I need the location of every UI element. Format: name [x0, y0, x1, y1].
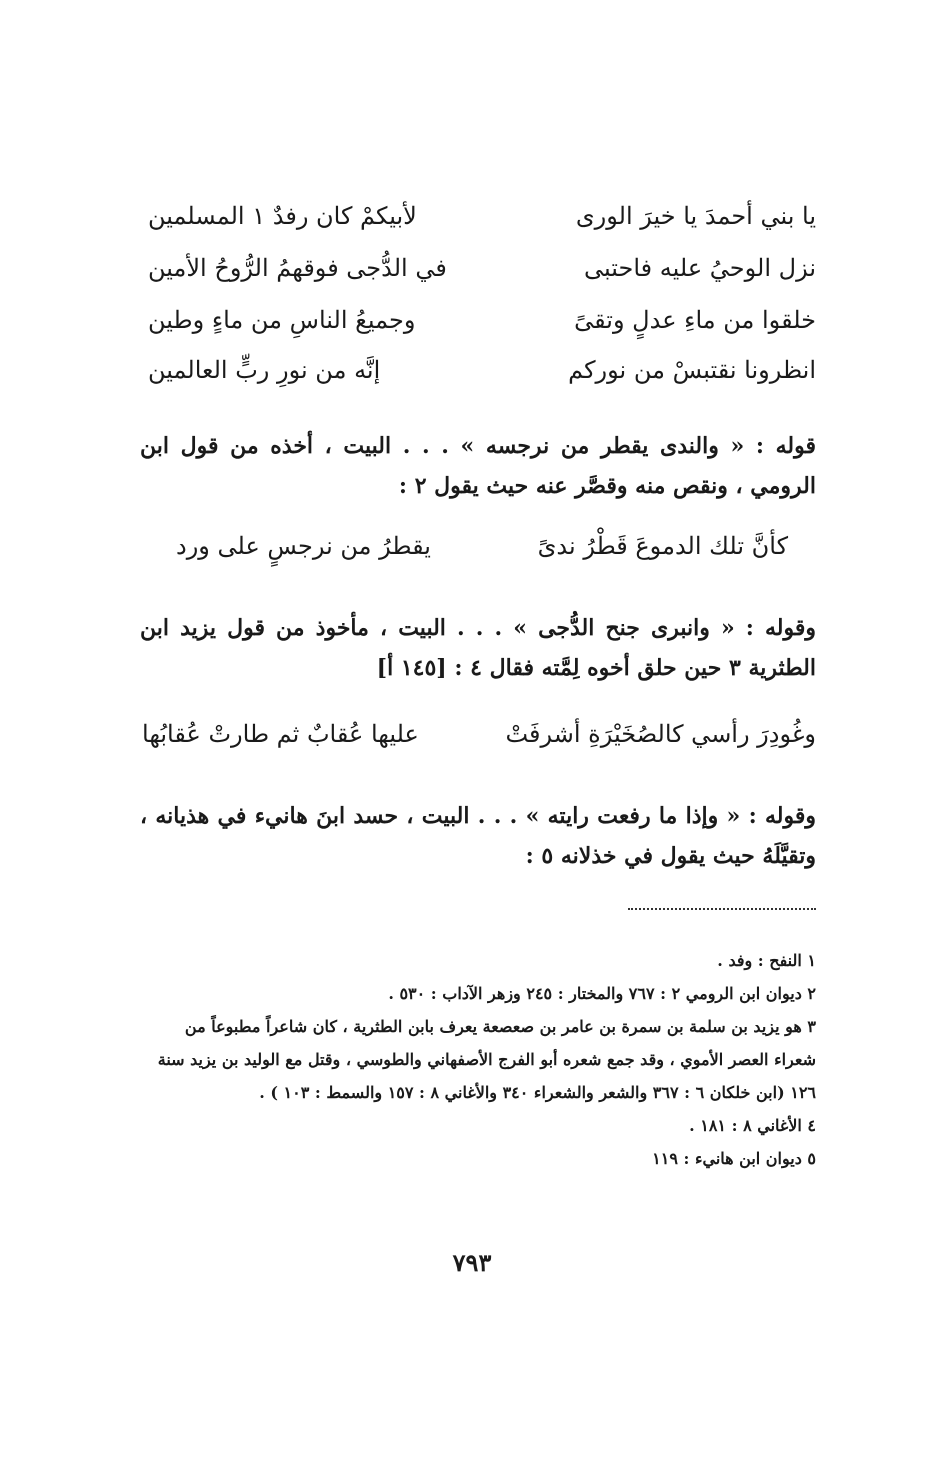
footnote: ٢ ديوان ابن الرومي ٢ : ٧٦٧ والمختار : ٢٤٥ وزهر الآداب : ٥٣٠ . — [388, 984, 816, 1003]
verse-hemistich-left: في الدُّجى فوقهمُ الرُّوحُ الأمين — [148, 254, 447, 282]
commentary-text: قوله : « والندى يقطر من نرجسه » . . . البيت ، أخذه من قول ابن الرومي ، ونقص منه وقصَّر عنه حيث يقول ٢ : — [140, 433, 816, 499]
verse-hemistich-right: انظرونا نقتبسْ من نوركم — [568, 356, 816, 384]
commentary-paragraph — [140, 608, 816, 688]
verse-line — [142, 722, 816, 746]
verse-hemistich-left: عليها عُقابٌ ثم طارتْ عُقابُها — [142, 720, 419, 748]
verse-line — [148, 358, 816, 382]
verse-hemistich-right: وغُودِرَ رأسي كالصُخَيْرَةِ أشرفَتْ — [505, 720, 816, 748]
verse-hemistich-right: خلقوا من ماءِ عدلٍ وتقىً — [574, 306, 816, 334]
footnote: ١ النفح : وفد . — [717, 951, 816, 970]
footnote: ٣ هو يزيد بن سلمة بن سمرة بن عامر بن صعصعة يعرف بابن الطثرية ، كان شاعراً مطبوعاً من شعراء العصر الأموي ، وقد جمع شعره أبو الفرج الأصفهاني والطوسي ، وقتل مع الوليد بن يزيد سنة ١٢٦ (ابن خلكان ٦ : ٣٦٧ والشعر والشعراء ٣٤٠ والأغاني ٨ : ١٥٧ والسمط : ١٠٣ ) . — [157, 1017, 816, 1102]
verse-hemistich-left: إنَّه من نورِ ربٍّ العالمين — [148, 356, 381, 384]
page-number: ٧٩٣ — [452, 1248, 492, 1277]
verse-hemistich-left: وجميعُ الناسِ من ماءٍ وطين — [148, 306, 416, 334]
commentary-text: وقوله : « وإذا ما رفعت رايته » . . . البيت ، حسد ابنَ هانيء في هذيانه ، وتقيَّلَهُ حيث يقول في خذلانه ٥ : — [140, 803, 816, 869]
verse-hemistich-left: يقطرُ من نرجسٍ على ورد — [176, 532, 431, 560]
verse-hemistich-right: يا بني أحمدَ يا خيرَ الورى — [575, 202, 816, 230]
verse-hemistich-left: لأبيكمْ كان رفدٌ ١ المسلمين — [148, 202, 417, 230]
footnote-separator — [628, 908, 816, 910]
commentary-paragraph — [140, 426, 816, 506]
verse-line — [148, 308, 816, 332]
footnote: ٤ الأغاني ٨ : ١٨١ . — [689, 1116, 816, 1135]
verse-hemistich-right: كأنَّ تلك الدموعَ قَطْرُ ندىً — [537, 532, 788, 560]
footnote: ٥ ديوان ابن هانيء : ١١٩ — [652, 1149, 816, 1168]
verse-line — [148, 256, 816, 280]
verse-hemistich-right: نزل الوحيُ عليه فاحتبى — [584, 254, 816, 282]
footnotes — [150, 944, 816, 1175]
commentary-paragraph — [140, 796, 816, 876]
commentary-text: وقوله : « وانبرى جنح الدُّجى » . . . البيت ، مأخوذ من قول يزيد ابن الطثرية ٣ حين حلق أخوه لِمَّته فقال ٤ : [١٤٥ أ] — [140, 615, 816, 681]
verse-line — [148, 204, 816, 228]
verse-line — [176, 534, 788, 558]
